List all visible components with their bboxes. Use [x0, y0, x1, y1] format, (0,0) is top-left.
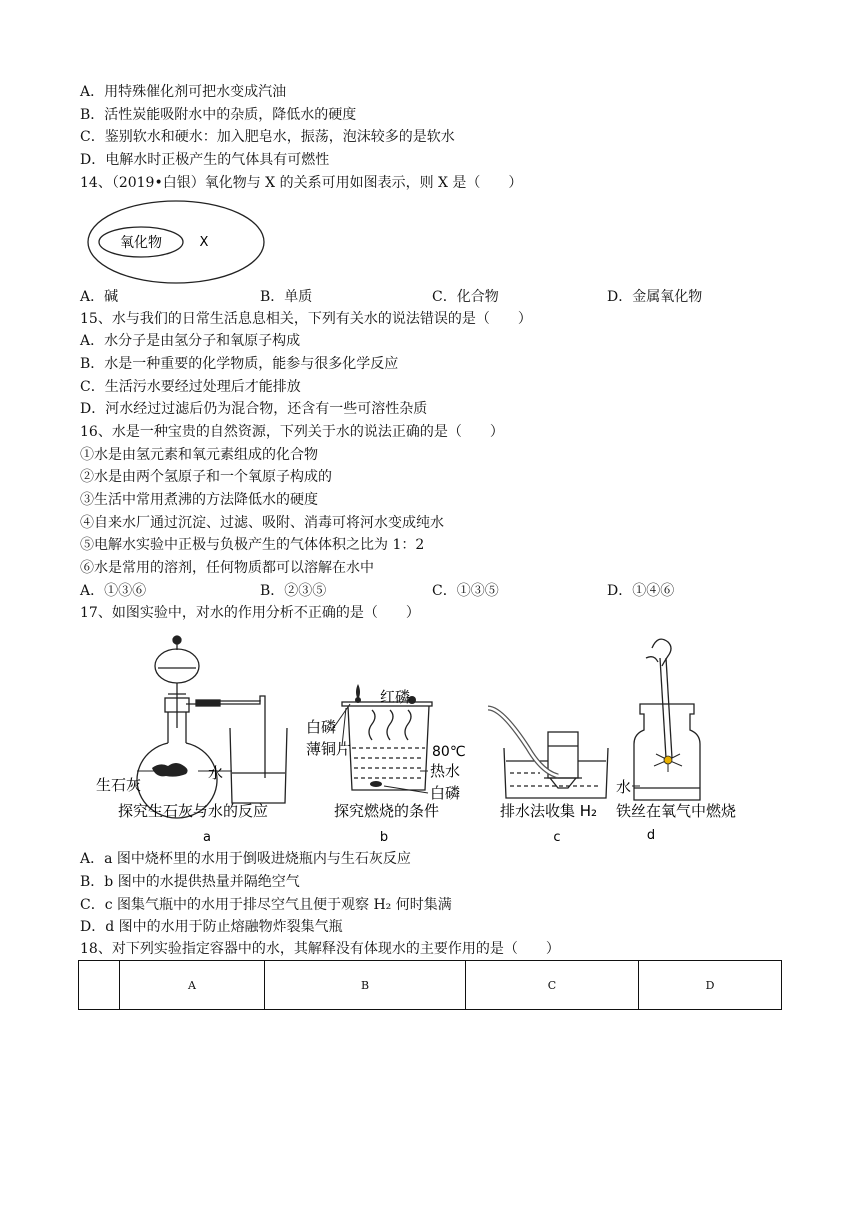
q16-option-b: B．②③⑤	[260, 583, 327, 599]
caption-b: 探究燃烧的条件	[334, 802, 440, 820]
letter-c: c	[553, 830, 561, 845]
q16-statement-4: ④自来水厂通过沉淀、过滤、吸附、消毒可将河水变成纯水	[80, 515, 444, 531]
q14-option-b: B．单质	[260, 289, 313, 305]
label-red-phosphorus: 红磷	[380, 688, 411, 706]
caption-d: 铁丝在氧气中燃烧	[616, 802, 737, 820]
q17-option-b: B．b 图中的水提供热量并隔绝空气	[80, 874, 300, 890]
label-white-phosphorus-top: 白磷	[306, 718, 337, 736]
q15-option-a: A．水分子是由氢分子和氧原子构成	[80, 333, 301, 349]
label-temperature: 80℃	[432, 744, 466, 760]
label-copper-sheet: 薄铜片	[306, 740, 352, 758]
q16-option-d: D．①④⑥	[607, 583, 675, 599]
label-water-a: 水	[208, 764, 224, 782]
white-phosphorus-top	[355, 697, 361, 703]
q18-stem: 18、对下列实验指定容器中的水，其解释没有体现水的主要作用的是（ ）	[80, 941, 560, 957]
q16-statement-3: ③生活中常用煮沸的方法降低水的硬度	[80, 492, 318, 508]
white-phosphorus-bottom	[370, 781, 382, 787]
q14-venn-diagram	[86, 199, 266, 285]
x-label: X	[199, 235, 209, 250]
letter-b: b	[379, 830, 389, 845]
q16-option-a: A．①③⑥	[80, 583, 147, 599]
q17-option-c: C．c 图集气瓶中的水用于排尽空气且便于观察 H₂ 何时集满	[80, 897, 452, 913]
caption-a: 探究生石灰与水的反应	[118, 802, 269, 820]
figure-c-apparatus	[488, 708, 608, 798]
q14-option-d: D．金属氧化物	[607, 289, 703, 305]
q18-header-blank	[79, 961, 120, 1010]
caption-c: 排水法收集 H₂	[500, 802, 598, 820]
figure-a-apparatus	[137, 636, 287, 818]
q15-option-d: D．河水经过过滤后仍为混合物，还含有一些可溶性杂质	[80, 401, 428, 417]
q13-option-c: C．鉴别软水和硬水：加入肥皂水，振荡，泡沫较多的是软水	[80, 129, 455, 145]
figure-d-apparatus	[634, 639, 700, 800]
label-hot-water: 热水	[430, 762, 461, 780]
quicklime-lump	[152, 763, 188, 777]
q15-option-b: B．水是一种重要的化学物质，能参与很多化学反应	[80, 356, 399, 372]
label-white-phosphorus-bottom: 白磷	[430, 784, 461, 802]
q18-table	[78, 960, 782, 1010]
label-water-d: 水	[616, 778, 632, 796]
oxide-label: 氧化物	[120, 235, 162, 251]
q18-header-c: C	[466, 961, 639, 1010]
q17-stem: 17、如图实验中，对水的作用分析不正确的是（ ）	[80, 605, 420, 621]
q17-option-a: A．a 图中烧杯里的水用于倒吸进烧瓶内与生石灰反应	[80, 851, 411, 867]
q18-header-d: D	[639, 961, 782, 1010]
q14-option-a: A．碱	[80, 289, 119, 305]
q16-statement-1: ①水是由氢元素和氧元素组成的化合物	[80, 447, 318, 463]
q16-statement-5: ⑤电解水实验中正极与负极产生的气体体积之比为 1：2	[80, 537, 425, 553]
q18-header-row	[79, 961, 782, 1010]
molten-glow	[664, 756, 672, 764]
q13-option-a: A．用特殊催化剂可把水变成汽油	[80, 84, 287, 100]
q14-stem: 14、（2019•白银）氧化物与 X 的关系可用如图表示，则 X 是（ ）	[80, 175, 523, 191]
q18-header-a: A	[120, 961, 265, 1010]
q17-option-d: D．d 图中的水用于防止熔融物炸裂集气瓶	[80, 919, 343, 935]
q16-option-c: C．①③⑤	[432, 583, 499, 599]
q16-statement-2: ②水是由两个氢原子和一个氧原子构成的	[80, 469, 332, 485]
q13-option-d: D．电解水时正极产生的气体具有可燃性	[80, 152, 330, 168]
q15-stem: 15、水与我们的日常生活息息相关，下列有关水的说法错误的是（ ）	[80, 311, 532, 327]
x-outer-ellipse	[88, 201, 264, 283]
q14-option-c: C．化合物	[432, 289, 499, 305]
q16-statement-6: ⑥水是常用的溶剂，任何物质都可以溶解在水中	[80, 560, 374, 576]
figure-b-apparatus	[342, 702, 432, 790]
q18-header-b: B	[265, 961, 466, 1010]
q13-option-b: B．活性炭能吸附水中的杂质，降低水的硬度	[80, 107, 357, 123]
q17-experiment-figure	[80, 628, 780, 848]
q16-stem: 16、水是一种宝贵的自然资源，下列关于水的说法正确的是（ ）	[80, 424, 504, 440]
letter-a: a	[203, 830, 211, 845]
label-quicklime: 生石灰	[96, 776, 142, 794]
q15-option-c: C．生活污水要经过处理后才能排放	[80, 379, 301, 395]
letter-d: d	[646, 828, 656, 843]
